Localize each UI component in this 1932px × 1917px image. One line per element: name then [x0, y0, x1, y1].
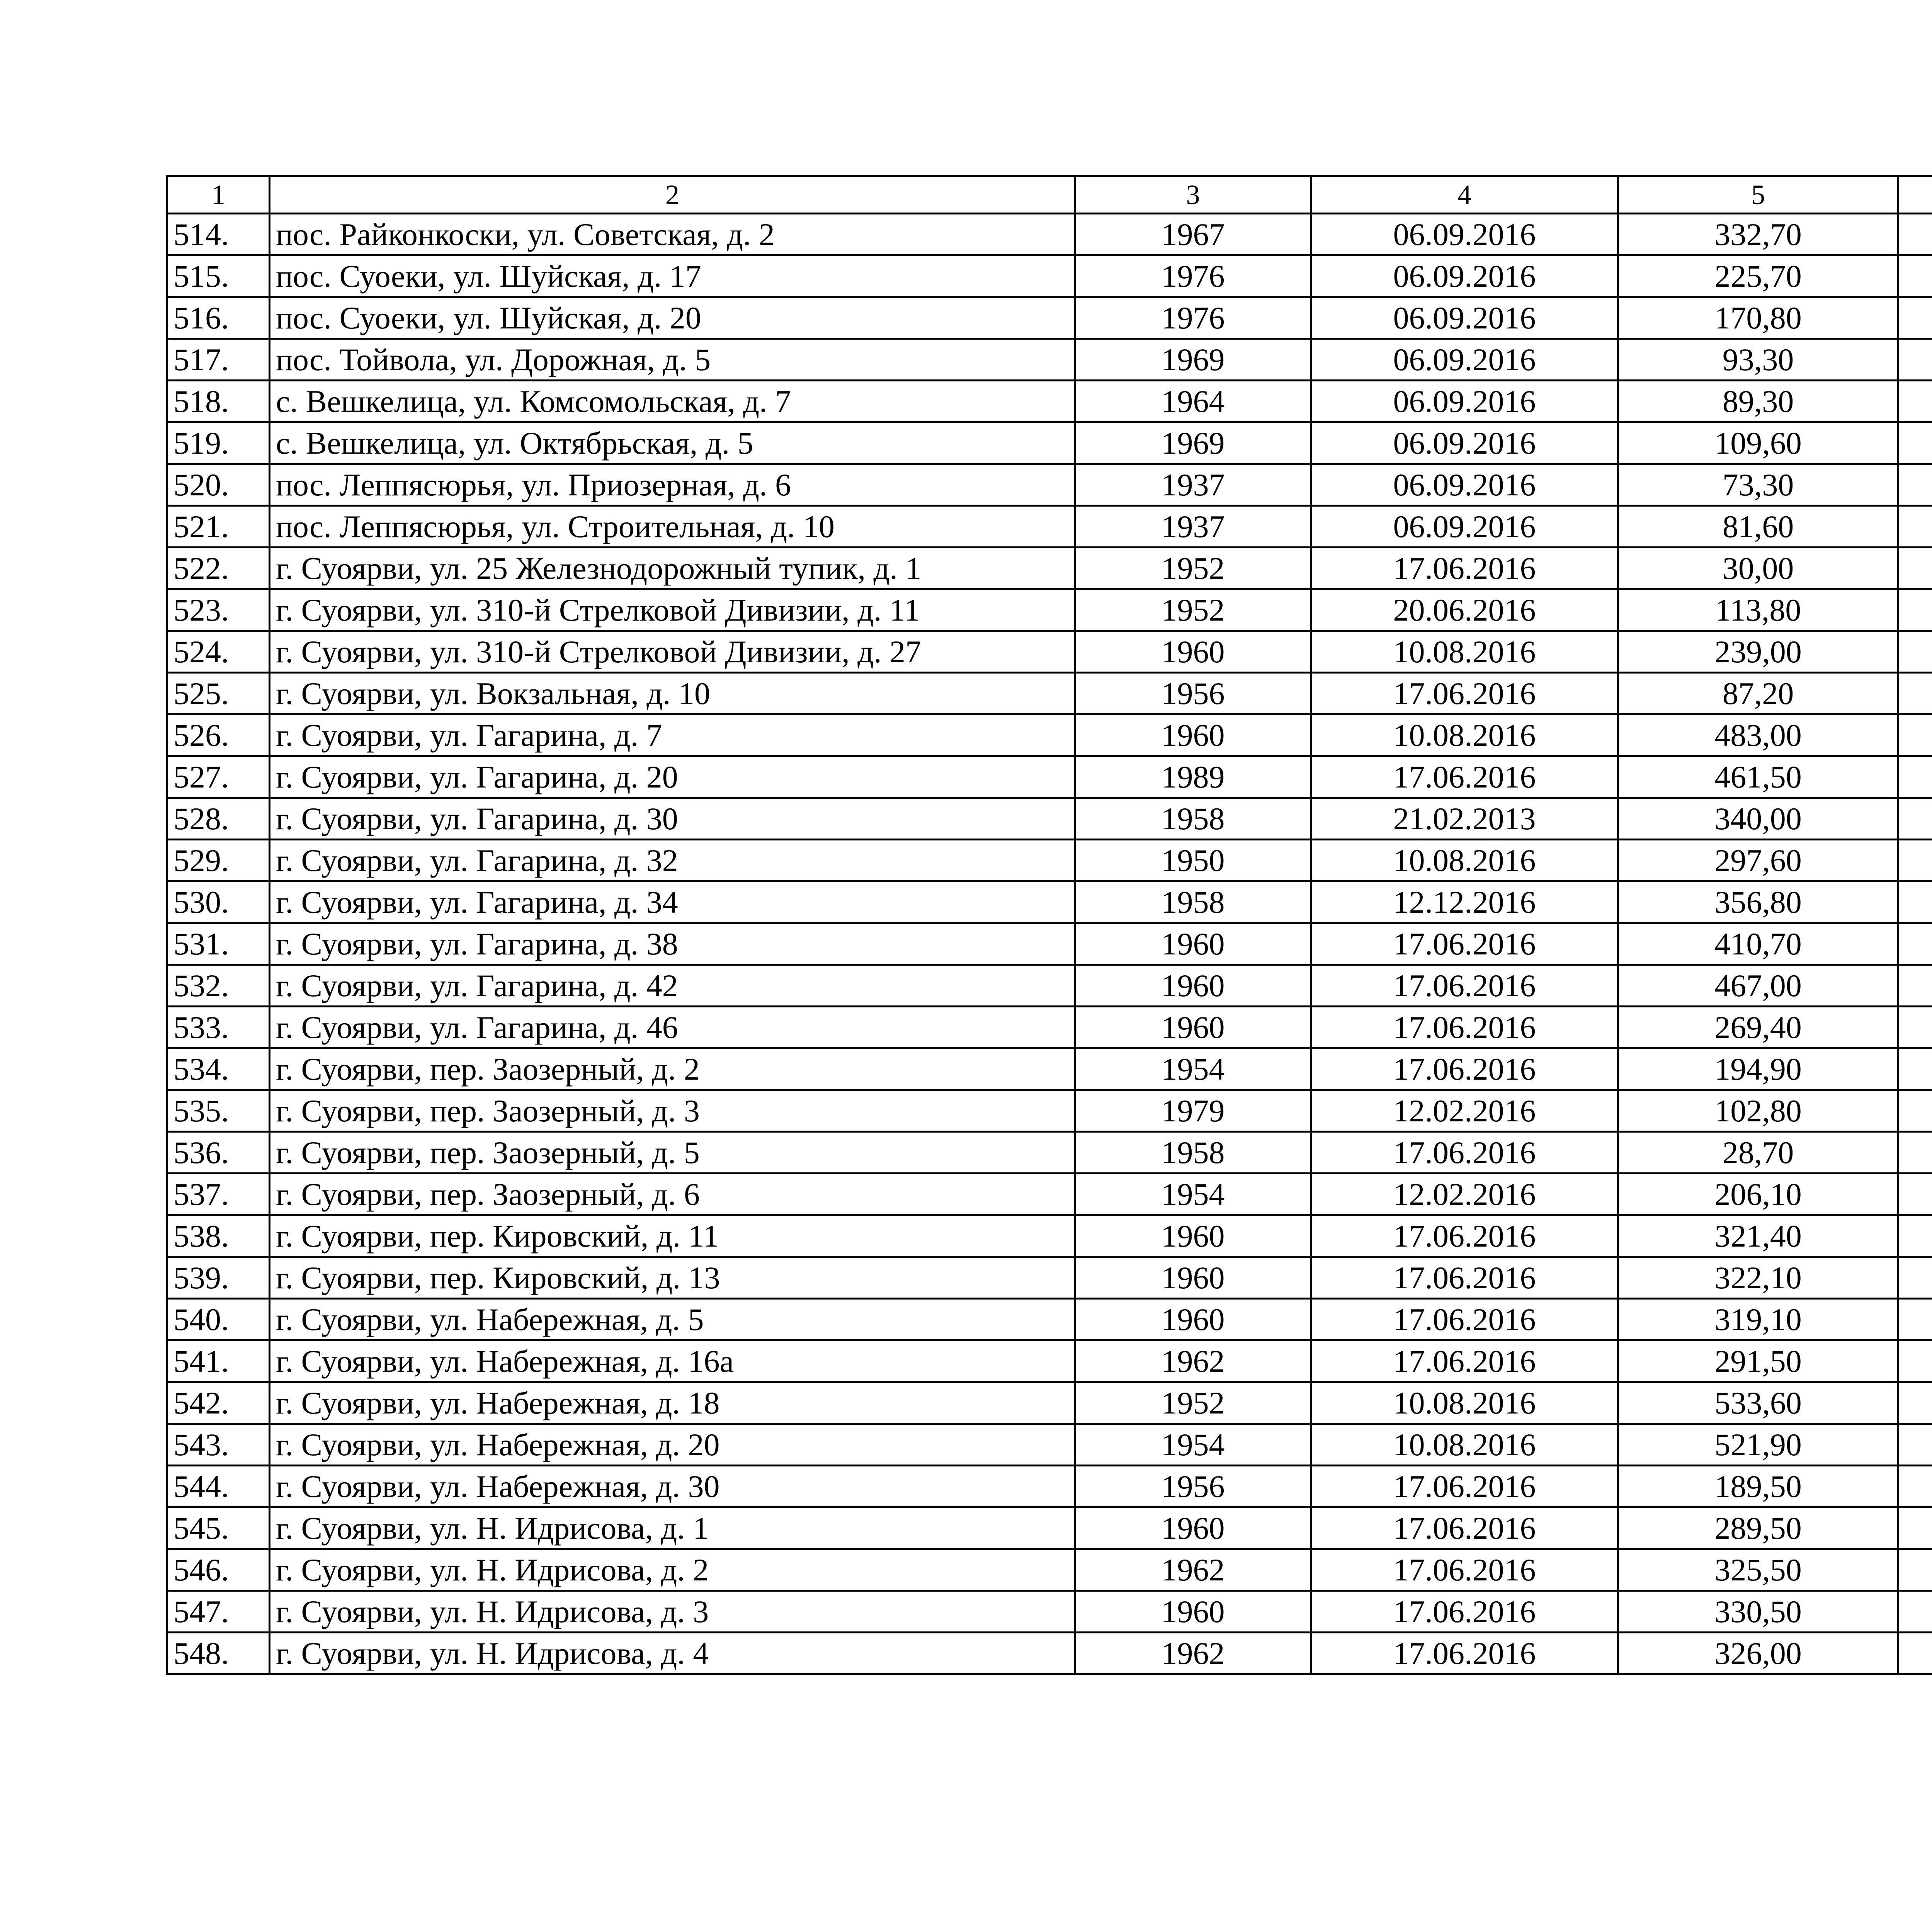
address-cell: г. Суоярви, ул. 310-й Стрелковой Дивизии, д. 11 — [270, 589, 1075, 631]
date-cell: 06.09.2016 — [1311, 214, 1618, 255]
area-cell: 322,10 — [1618, 1257, 1898, 1299]
date-cell: 17.06.2016 — [1311, 1048, 1618, 1090]
address-cell: пос. Райконкоски, ул. Советская, д. 2 — [270, 214, 1075, 255]
address-cell: г. Суоярви, ул. Н. Идрисова, д. 4 — [270, 1633, 1075, 1674]
area-cell: 87,20 — [1618, 673, 1898, 714]
address-cell: г. Суоярви, ул. Набережная, д. 30 — [270, 1466, 1075, 1507]
address-cell: г. Суоярви, пер. Кировский, д. 11 — [270, 1215, 1075, 1257]
date-cell: 17.06.2016 — [1311, 1132, 1618, 1174]
count-cell — [1898, 506, 1932, 548]
area-cell: 289,50 — [1618, 1507, 1898, 1549]
build-year-cell: 1956 — [1075, 673, 1311, 714]
row-number-cell: 542. — [167, 1382, 270, 1424]
table-row — [167, 464, 1932, 506]
housing-registry-table — [166, 175, 1932, 1675]
count-cell — [1898, 422, 1932, 464]
area-cell: 189,50 — [1618, 1466, 1898, 1507]
area-cell: 239,00 — [1618, 631, 1898, 673]
build-year-cell: 1956 — [1075, 1466, 1311, 1507]
date-cell: 17.06.2016 — [1311, 1507, 1618, 1549]
address-cell: г. Суоярви, ул. Гагарина, д. 30 — [270, 798, 1075, 840]
build-year-cell: 1960 — [1075, 1507, 1311, 1549]
date-cell: 06.09.2016 — [1311, 422, 1618, 464]
count-cell — [1898, 631, 1932, 673]
build-year-cell: 1952 — [1075, 1382, 1311, 1424]
row-number-cell: 546. — [167, 1549, 270, 1591]
count-cell — [1898, 840, 1932, 881]
address-cell: г. Суоярви, пер. Заозерный, д. 3 — [270, 1090, 1075, 1132]
build-year-cell: 1979 — [1075, 1090, 1311, 1132]
table-row — [167, 548, 1932, 589]
address-cell: г. Суоярви, ул. Набережная, д. 18 — [270, 1382, 1075, 1424]
build-year-cell: 1954 — [1075, 1174, 1311, 1215]
date-cell: 12.12.2016 — [1311, 881, 1618, 923]
area-cell: 332,70 — [1618, 214, 1898, 255]
date-cell: 17.06.2016 — [1311, 756, 1618, 798]
row-number-cell: 518. — [167, 381, 270, 422]
date-cell: 20.06.2016 — [1311, 589, 1618, 631]
count-cell — [1898, 1090, 1932, 1132]
table-row — [167, 1299, 1932, 1340]
area-cell: 319,10 — [1618, 1299, 1898, 1340]
row-number-cell: 517. — [167, 339, 270, 381]
address-cell: с. Вешкелица, ул. Комсомольская, д. 7 — [270, 381, 1075, 422]
area-cell: 483,00 — [1618, 714, 1898, 756]
count-cell — [1898, 673, 1932, 714]
address-cell: г. Суоярви, ул. Набережная, д. 20 — [270, 1424, 1075, 1466]
column-number-2: 2 — [270, 176, 1075, 214]
count-cell — [1898, 1424, 1932, 1466]
date-cell: 17.06.2016 — [1311, 1466, 1618, 1507]
row-number-cell: 528. — [167, 798, 270, 840]
row-number-cell: 531. — [167, 923, 270, 965]
address-cell: г. Суоярви, ул. Н. Идрисова, д. 1 — [270, 1507, 1075, 1549]
area-cell: 461,50 — [1618, 756, 1898, 798]
build-year-cell: 1960 — [1075, 1007, 1311, 1048]
table-row — [167, 1424, 1932, 1466]
count-cell — [1898, 1466, 1932, 1507]
table-row — [167, 255, 1932, 297]
date-cell: 17.06.2016 — [1311, 1007, 1618, 1048]
address-cell: пос. Суоеки, ул. Шуйская, д. 20 — [270, 297, 1075, 339]
row-number-cell: 547. — [167, 1591, 270, 1633]
area-cell: 102,80 — [1618, 1090, 1898, 1132]
date-cell: 10.08.2016 — [1311, 714, 1618, 756]
table-row — [167, 1466, 1932, 1507]
count-cell — [1898, 923, 1932, 965]
build-year-cell: 1969 — [1075, 422, 1311, 464]
date-cell: 17.06.2016 — [1311, 673, 1618, 714]
build-year-cell: 1954 — [1075, 1048, 1311, 1090]
row-number-cell: 523. — [167, 589, 270, 631]
address-cell: г. Суоярви, ул. Гагарина, д. 46 — [270, 1007, 1075, 1048]
row-number-cell: 525. — [167, 673, 270, 714]
row-number-cell: 529. — [167, 840, 270, 881]
count-cell — [1898, 381, 1932, 422]
table-row — [167, 1215, 1932, 1257]
count-cell — [1898, 1257, 1932, 1299]
date-cell: 10.08.2016 — [1311, 631, 1618, 673]
table-row — [167, 422, 1932, 464]
area-cell: 356,80 — [1618, 881, 1898, 923]
table-row — [167, 965, 1932, 1007]
address-cell: г. Суоярви, ул. Гагарина, д. 42 — [270, 965, 1075, 1007]
area-cell: 109,60 — [1618, 422, 1898, 464]
table-row — [167, 506, 1932, 548]
address-cell: г. Суоярви, ул. Гагарина, д. 38 — [270, 923, 1075, 965]
address-cell: г. Суоярви, ул. Н. Идрисова, д. 2 — [270, 1549, 1075, 1591]
address-cell: пос. Суоеки, ул. Шуйская, д. 17 — [270, 255, 1075, 297]
area-cell: 170,80 — [1618, 297, 1898, 339]
date-cell: 17.06.2016 — [1311, 1591, 1618, 1633]
row-number-cell: 530. — [167, 881, 270, 923]
table-row — [167, 1048, 1932, 1090]
date-cell: 12.02.2016 — [1311, 1174, 1618, 1215]
build-year-cell: 1950 — [1075, 840, 1311, 881]
row-number-cell: 534. — [167, 1048, 270, 1090]
date-cell: 17.06.2016 — [1311, 1633, 1618, 1674]
build-year-cell: 1976 — [1075, 297, 1311, 339]
column-number-5: 5 — [1618, 176, 1898, 214]
table-row — [167, 714, 1932, 756]
address-cell: г. Суоярви, ул. 310-й Стрелковой Дивизии, д. 27 — [270, 631, 1075, 673]
table-row — [167, 1340, 1932, 1382]
area-cell: 325,50 — [1618, 1549, 1898, 1591]
row-number-cell: 516. — [167, 297, 270, 339]
count-cell — [1898, 297, 1932, 339]
area-cell: 225,70 — [1618, 255, 1898, 297]
build-year-cell: 1958 — [1075, 798, 1311, 840]
row-number-cell: 544. — [167, 1466, 270, 1507]
count-cell — [1898, 548, 1932, 589]
address-cell: пос. Леппясюрья, ул. Строительная, д. 10 — [270, 506, 1075, 548]
table-row — [167, 923, 1932, 965]
table-row — [167, 1132, 1932, 1174]
build-year-cell: 1958 — [1075, 1132, 1311, 1174]
area-cell: 410,70 — [1618, 923, 1898, 965]
count-cell — [1898, 255, 1932, 297]
count-cell — [1898, 214, 1932, 255]
build-year-cell: 1952 — [1075, 589, 1311, 631]
count-cell — [1898, 1633, 1932, 1674]
build-year-cell: 1964 — [1075, 381, 1311, 422]
count-cell — [1898, 1549, 1932, 1591]
table-row — [167, 673, 1932, 714]
area-cell: 326,00 — [1618, 1633, 1898, 1674]
row-number-cell: 524. — [167, 631, 270, 673]
row-number-cell: 520. — [167, 464, 270, 506]
build-year-cell: 1960 — [1075, 1591, 1311, 1633]
row-number-cell: 526. — [167, 714, 270, 756]
area-cell: 291,50 — [1618, 1340, 1898, 1382]
date-cell: 06.09.2016 — [1311, 464, 1618, 506]
build-year-cell: 1952 — [1075, 548, 1311, 589]
build-year-cell: 1962 — [1075, 1549, 1311, 1591]
area-cell: 321,40 — [1618, 1215, 1898, 1257]
table-row — [167, 589, 1932, 631]
build-year-cell: 1937 — [1075, 464, 1311, 506]
address-cell: г. Суоярви, ул. Вокзальная, д. 10 — [270, 673, 1075, 714]
area-cell: 467,00 — [1618, 965, 1898, 1007]
build-year-cell: 1969 — [1075, 339, 1311, 381]
address-cell: г. Суоярви, ул. 25 Железнодорожный тупик, д. 1 — [270, 548, 1075, 589]
count-cell — [1898, 714, 1932, 756]
row-number-cell: 538. — [167, 1215, 270, 1257]
date-cell: 17.06.2016 — [1311, 1257, 1618, 1299]
build-year-cell: 1960 — [1075, 1215, 1311, 1257]
table-row — [167, 631, 1932, 673]
row-number-cell: 532. — [167, 965, 270, 1007]
area-cell: 340,00 — [1618, 798, 1898, 840]
address-cell: г. Суоярви, пер. Заозерный, д. 5 — [270, 1132, 1075, 1174]
area-cell: 269,40 — [1618, 1007, 1898, 1048]
date-cell: 06.09.2016 — [1311, 506, 1618, 548]
column-number-6 — [1898, 176, 1932, 214]
count-cell — [1898, 1048, 1932, 1090]
area-cell: 194,90 — [1618, 1048, 1898, 1090]
build-year-cell: 1962 — [1075, 1633, 1311, 1674]
table-row — [167, 1174, 1932, 1215]
count-cell — [1898, 464, 1932, 506]
build-year-cell: 1960 — [1075, 1257, 1311, 1299]
address-cell: г. Суоярви, пер. Заозерный, д. 2 — [270, 1048, 1075, 1090]
row-number-cell: 515. — [167, 255, 270, 297]
count-cell — [1898, 589, 1932, 631]
area-cell: 89,30 — [1618, 381, 1898, 422]
address-cell: г. Суоярви, ул. Набережная, д. 16а — [270, 1340, 1075, 1382]
build-year-cell: 1960 — [1075, 631, 1311, 673]
area-cell: 73,30 — [1618, 464, 1898, 506]
table-body — [167, 176, 1932, 1674]
table-row — [167, 297, 1932, 339]
row-number-cell: 545. — [167, 1507, 270, 1549]
column-number-1: 1 — [167, 176, 270, 214]
address-cell: г. Суоярви, пер. Кировский, д. 13 — [270, 1257, 1075, 1299]
row-number-cell: 519. — [167, 422, 270, 464]
row-number-cell: 537. — [167, 1174, 270, 1215]
area-cell: 206,10 — [1618, 1174, 1898, 1215]
build-year-cell: 1958 — [1075, 881, 1311, 923]
table-row — [167, 1633, 1932, 1674]
build-year-cell: 1937 — [1075, 506, 1311, 548]
count-cell — [1898, 1007, 1932, 1048]
date-cell: 06.09.2016 — [1311, 297, 1618, 339]
count-cell — [1898, 1507, 1932, 1549]
build-year-cell: 1954 — [1075, 1424, 1311, 1466]
row-number-cell: 535. — [167, 1090, 270, 1132]
build-year-cell: 1967 — [1075, 214, 1311, 255]
row-number-cell: 539. — [167, 1257, 270, 1299]
build-year-cell: 1960 — [1075, 923, 1311, 965]
address-cell: г. Суоярви, ул. Гагарина, д. 34 — [270, 881, 1075, 923]
date-cell: 10.08.2016 — [1311, 840, 1618, 881]
table-row — [167, 840, 1932, 881]
build-year-cell: 1960 — [1075, 965, 1311, 1007]
row-number-cell: 527. — [167, 756, 270, 798]
table-row — [167, 1007, 1932, 1048]
date-cell: 12.02.2016 — [1311, 1090, 1618, 1132]
build-year-cell: 1962 — [1075, 1340, 1311, 1382]
table-row — [167, 1382, 1932, 1424]
address-cell: пос. Леппясюрья, ул. Приозерная, д. 6 — [270, 464, 1075, 506]
table-row — [167, 214, 1932, 255]
row-number-cell: 540. — [167, 1299, 270, 1340]
table-row — [167, 798, 1932, 840]
table-row — [167, 1549, 1932, 1591]
count-cell — [1898, 339, 1932, 381]
address-cell: г. Суоярви, ул. Гагарина, д. 7 — [270, 714, 1075, 756]
table-row — [167, 1507, 1932, 1549]
count-cell — [1898, 1215, 1932, 1257]
row-number-cell: 536. — [167, 1132, 270, 1174]
build-year-cell: 1976 — [1075, 255, 1311, 297]
build-year-cell: 1960 — [1075, 1299, 1311, 1340]
date-cell: 21.02.2013 — [1311, 798, 1618, 840]
row-number-cell: 533. — [167, 1007, 270, 1048]
date-cell: 17.06.2016 — [1311, 1340, 1618, 1382]
column-number-row — [167, 176, 1932, 214]
date-cell: 10.08.2016 — [1311, 1382, 1618, 1424]
area-cell: 297,60 — [1618, 840, 1898, 881]
date-cell: 17.06.2016 — [1311, 965, 1618, 1007]
count-cell — [1898, 798, 1932, 840]
address-cell: пос. Тойвола, ул. Дорожная, д. 5 — [270, 339, 1075, 381]
row-number-cell: 514. — [167, 214, 270, 255]
row-number-cell: 522. — [167, 548, 270, 589]
area-cell: 81,60 — [1618, 506, 1898, 548]
area-cell: 28,70 — [1618, 1132, 1898, 1174]
address-cell: г. Суоярви, ул. Гагарина, д. 20 — [270, 756, 1075, 798]
area-cell: 30,00 — [1618, 548, 1898, 589]
area-cell: 93,30 — [1618, 339, 1898, 381]
row-number-cell: 543. — [167, 1424, 270, 1466]
table-row — [167, 1257, 1932, 1299]
column-number-4: 4 — [1311, 176, 1618, 214]
address-cell: с. Вешкелица, ул. Октябрьская, д. 5 — [270, 422, 1075, 464]
count-cell — [1898, 1132, 1932, 1174]
count-cell — [1898, 1591, 1932, 1633]
count-cell — [1898, 756, 1932, 798]
address-cell: г. Суоярви, пер. Заозерный, д. 6 — [270, 1174, 1075, 1215]
column-number-3: 3 — [1075, 176, 1311, 214]
table-row — [167, 381, 1932, 422]
count-cell — [1898, 965, 1932, 1007]
row-number-cell: 541. — [167, 1340, 270, 1382]
count-cell — [1898, 881, 1932, 923]
table-row — [167, 1090, 1932, 1132]
area-cell: 521,90 — [1618, 1424, 1898, 1466]
build-year-cell: 1989 — [1075, 756, 1311, 798]
address-cell: г. Суоярви, ул. Набережная, д. 5 — [270, 1299, 1075, 1340]
date-cell: 17.06.2016 — [1311, 1549, 1618, 1591]
address-cell: г. Суоярви, ул. Гагарина, д. 32 — [270, 840, 1075, 881]
address-cell: г. Суоярви, ул. Н. Идрисова, д. 3 — [270, 1591, 1075, 1633]
build-year-cell: 1960 — [1075, 714, 1311, 756]
date-cell: 17.06.2016 — [1311, 548, 1618, 589]
count-cell — [1898, 1299, 1932, 1340]
count-cell — [1898, 1382, 1932, 1424]
row-number-cell: 521. — [167, 506, 270, 548]
area-cell: 113,80 — [1618, 589, 1898, 631]
table-row — [167, 881, 1932, 923]
count-cell — [1898, 1340, 1932, 1382]
date-cell: 06.09.2016 — [1311, 339, 1618, 381]
date-cell: 17.06.2016 — [1311, 1215, 1618, 1257]
row-number-cell: 548. — [167, 1633, 270, 1674]
area-cell: 533,60 — [1618, 1382, 1898, 1424]
table-row — [167, 1591, 1932, 1633]
table-row — [167, 339, 1932, 381]
area-cell: 330,50 — [1618, 1591, 1898, 1633]
date-cell: 06.09.2016 — [1311, 381, 1618, 422]
date-cell: 17.06.2016 — [1311, 1299, 1618, 1340]
date-cell: 17.06.2016 — [1311, 923, 1618, 965]
date-cell: 10.08.2016 — [1311, 1424, 1618, 1466]
table-row — [167, 756, 1932, 798]
date-cell: 06.09.2016 — [1311, 255, 1618, 297]
count-cell — [1898, 1174, 1932, 1215]
